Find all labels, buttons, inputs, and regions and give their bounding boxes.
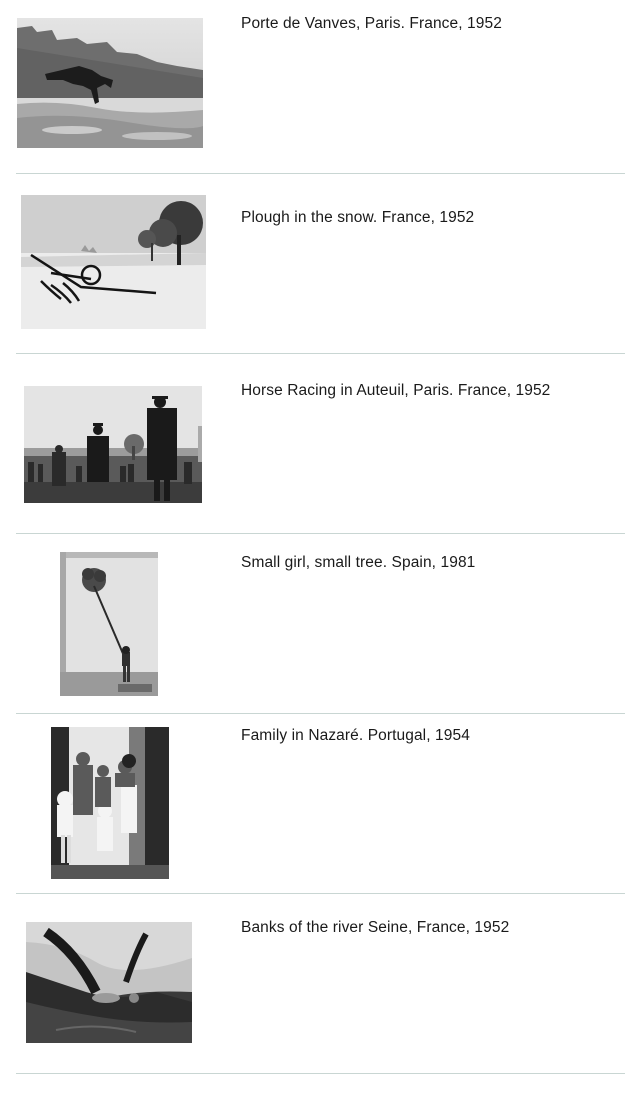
spectators-photo[interactable] [24,386,202,503]
list-item[interactable] [16,534,625,714]
photo-caption: Banks of the river Seine, France, 1952 [241,919,510,936]
photo-caption: Family in Nazaré. Portugal, 1954 [241,727,470,744]
photo-caption: Small girl, small tree. Spain, 1981 [241,554,476,571]
photo-caption: Porte de Vanves, Paris. France, 1952 [241,15,502,32]
list-item[interactable] [16,0,625,174]
photo-caption: Plough in the snow. France, 1952 [241,209,475,226]
list-item[interactable] [16,174,625,354]
photo-caption: Horse Racing in Auteuil, Paris. France, 1952 [241,382,551,399]
list-item[interactable] [16,714,625,894]
riverbank-photo[interactable] [26,922,192,1043]
list-item[interactable] [16,354,625,534]
horse-leaping-photo[interactable] [17,18,203,148]
list-item[interactable] [16,894,625,1074]
row-divider [16,1073,625,1074]
girl-tree-photo[interactable] [60,552,158,696]
family-photo[interactable] [51,727,169,879]
plough-snow-photo[interactable] [21,195,206,329]
